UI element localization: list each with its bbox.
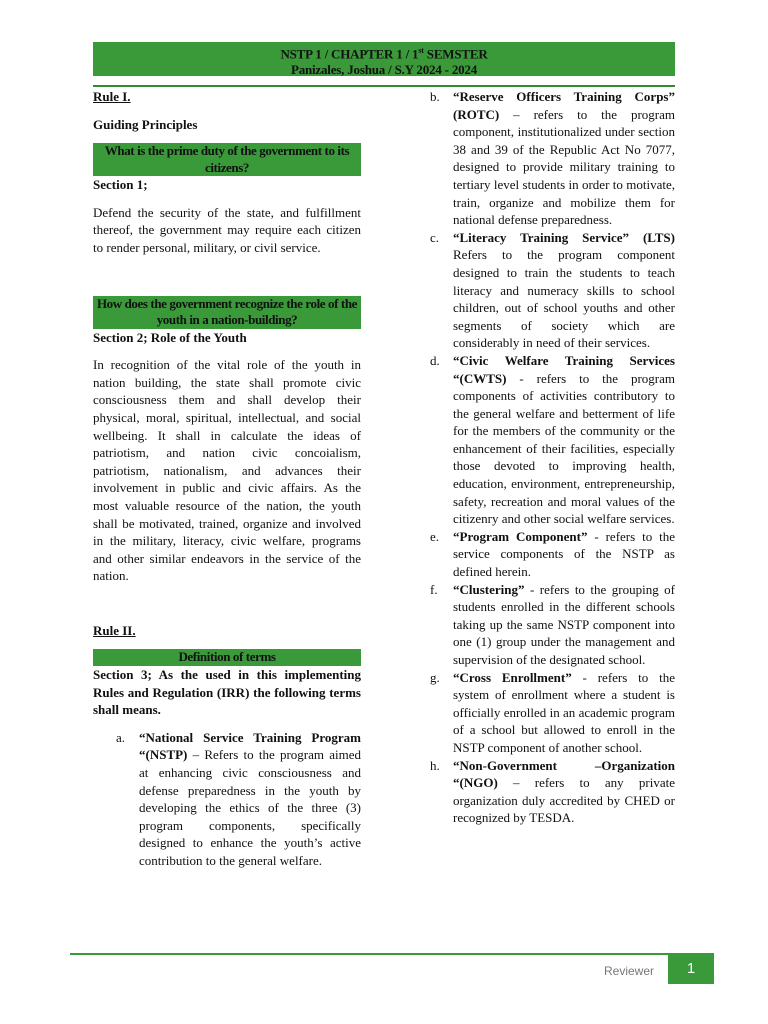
page-number: 1 <box>668 954 714 984</box>
footer-divider <box>70 953 714 955</box>
rule-2-heading: Rule II. <box>93 622 136 638</box>
term-item-c <box>425 229 675 352</box>
question-1-box: What is the prime duty of the government to its citizens? <box>93 143 361 176</box>
term-title: “Civic Welfare Training Services “(CWTS) <box>453 352 675 386</box>
term-body: - refers to the grouping of students enrolled in the different schools taking up the same NSTP component into one (1) group under the management and supervision of the designated school. <box>453 581 675 667</box>
term-item-e <box>425 528 675 581</box>
term-body: - refers to the system of enrollment where a student is officially enrolled in an academic program of a school but allowed to enroll in the NSTP component of another school. <box>453 669 675 755</box>
term-item-b <box>425 88 675 229</box>
header-author: Panizales, Joshua / S.Y 2024 - 2024 <box>290 62 478 78</box>
term-letter: g. <box>430 669 440 685</box>
term-title: “National Service Training Program “(NSTP) <box>139 729 361 763</box>
term-item-h <box>425 757 675 827</box>
header-divider <box>93 85 675 87</box>
term-body: – refers to the program component, institutionalized under section 38 and 39 of the Republic Act No 7077, designed to provide military training to tertiary level students in order to motivate, train, organize and mobilize them for national defense preparedness. <box>453 106 675 228</box>
section-1-paragraph: Defend the security of the state, and fulfillment thereof, the government may require each citizen to render personal, military, or civil service. <box>93 204 361 255</box>
definition-of-terms-box: Definition of terms <box>93 649 361 666</box>
rule-1-heading: Rule I. <box>93 89 131 104</box>
term-item-d <box>425 352 675 528</box>
term-body: - refers to the service components of the NSTP as defined herein. <box>453 528 675 580</box>
term-title: “Literacy Training Service” (LTS) <box>453 229 675 245</box>
section-3-heading: Section 3; As the used in this implementing Rules and Regulation (IRR) the following terms shall means. <box>93 666 361 718</box>
term-item-g <box>425 669 675 757</box>
term-body: Refers to the program component designed to train the students to teach literacy and numeracy skills to school children, out of school youths and other segments of society which are considerably in need of their services. <box>453 247 675 351</box>
term-body: - refers to the program components of activities contributory to the general welfare and betterment of life for the members of the community or the enhancement of their facilities, especially those devoted to improving health, education, environment, entrepreneurship, safety, recreation and moral values of the citizenry and other social welfare services. <box>453 370 675 527</box>
question-2-box: How does the government recognize the role of the youth in a nation-building? <box>93 296 361 329</box>
guiding-principles-heading: Guiding Principles <box>93 116 198 132</box>
section-2-heading: Section 2; Role of the Youth <box>93 329 247 345</box>
term-item-a <box>93 729 361 870</box>
term-letter: a. <box>116 729 126 745</box>
term-title: “Non-Government –Organization “(NGO) <box>453 757 675 791</box>
term-letter: d. <box>430 352 440 368</box>
term-title: “Cross Enrollment” <box>453 669 572 685</box>
term-item-f <box>425 581 675 669</box>
term-body: – Refers to the program aimed at enhancing civic consciousness and defense preparedness in the youth by developing the ethics of the three (3) program components, specifically designed to enhance the youth’s active contribution to the general welfare. <box>139 747 361 868</box>
left-column <box>93 88 361 870</box>
header-title: NSTP 1 / CHAPTER 1 / 1st SEMSTER <box>280 46 488 62</box>
term-letter: b. <box>430 89 440 104</box>
term-letter: f. <box>430 581 438 597</box>
term-letter: c. <box>430 229 440 245</box>
right-column <box>425 88 675 827</box>
term-body: – refers to any private organization duly accredited by CHED or recognized by TESDA. <box>453 775 675 826</box>
document-header <box>93 42 675 76</box>
footer-label: Reviewer <box>604 964 655 978</box>
term-title: “Program Component” <box>453 528 588 544</box>
section-2-paragraph: In recognition of the vital role of the youth in nation building, the state shall promote civic consciousness them and shall develop their physical, moral, spiritual, intellectual, and social wellbeing. It shall in calculate the ideas of patriotism, and nation civic concoialism, patriotism, nationalism, and advances their involvement in public and civic affairs. As the most valuable resource of the nation, the youth shall be motivated, trained, organize and involved in the military, literacy, civic welfare, programs and other similar endeavors in the service of the nation. <box>93 357 361 584</box>
term-title: “Reserve Officers Training Corps” (ROTC) <box>453 89 675 122</box>
section-1-heading: Section 1; <box>93 177 148 193</box>
term-letter: e. <box>430 528 440 544</box>
term-title: “Clustering” <box>453 581 525 597</box>
term-letter: h. <box>430 757 440 773</box>
